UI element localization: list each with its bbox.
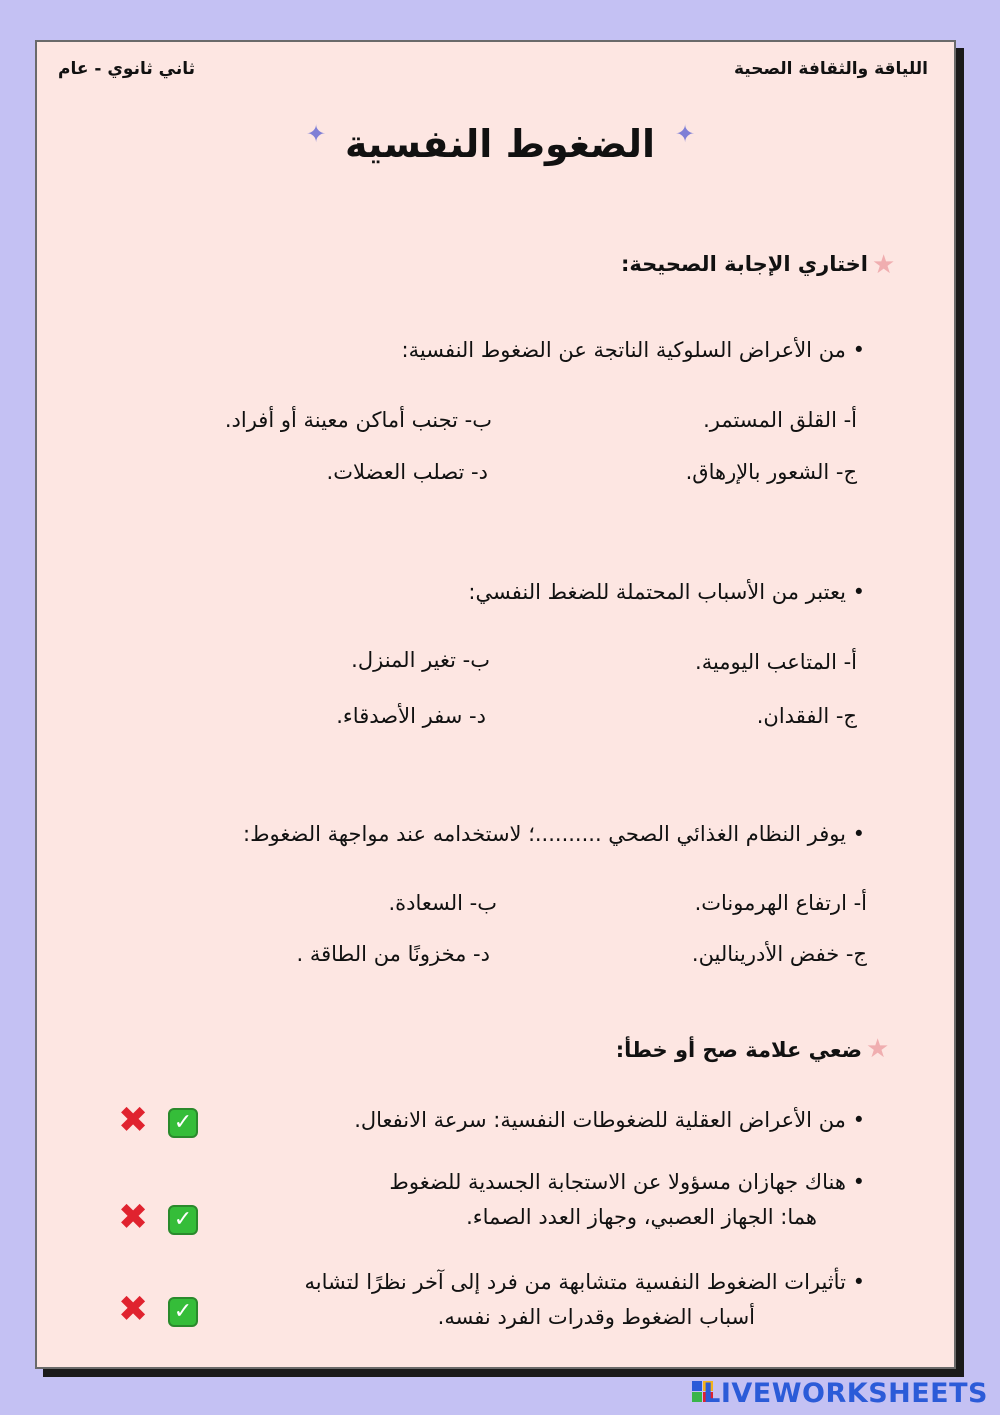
option-d[interactable]: د- مخزونًا من الطاقة . — [296, 942, 490, 966]
star-icon: ★ — [866, 1034, 890, 1064]
question-1: • من الأعراض السلوكية الناتجة عن الضغوط النفسية: — [401, 338, 865, 362]
sparkle-icon: ✦ — [675, 120, 696, 148]
subject-label: اللياقة والثقافة الصحية — [734, 59, 928, 79]
grade-label: ثاني ثانوي - عام — [58, 59, 196, 79]
section-heading-mcq: اختاري الإجابة الصحيحة: — [621, 252, 868, 276]
star-icon: ★ — [872, 250, 896, 280]
statement-2: • هناك جهازان مسؤولا عن الاستجابة الجسدية للضغوط — [389, 1170, 865, 1194]
option-c[interactable]: ج- الشعور بالإرهاق. — [685, 460, 857, 484]
true-checkbox-icon[interactable]: ✓ — [168, 1297, 198, 1327]
option-c[interactable]: ج- خفض الأدرينالين. — [691, 942, 867, 966]
false-cross-icon[interactable]: ✖ — [118, 1197, 149, 1238]
option-a[interactable]: أ- ارتفاع الهرمونات. — [694, 891, 867, 915]
option-c[interactable]: ج- الفقدان. — [756, 704, 857, 728]
option-b[interactable]: ب- السعادة. — [388, 891, 497, 915]
true-checkbox-icon[interactable]: ✓ — [168, 1205, 198, 1235]
option-a[interactable]: أ- المتاعب اليومية. — [695, 650, 857, 674]
false-cross-icon[interactable]: ✖ — [118, 1100, 149, 1141]
page-title: الضغوط النفسية — [344, 122, 656, 166]
true-checkbox-icon[interactable]: ✓ — [168, 1108, 198, 1138]
statement-3-continued: أسباب الضغوط وقدرات الفرد نفسه. — [437, 1305, 755, 1329]
false-cross-icon[interactable]: ✖ — [118, 1289, 149, 1330]
option-b[interactable]: ب- تغير المنزل. — [351, 648, 490, 672]
section-heading-truefalse: ضعي علامة صح أو خطأ: — [615, 1038, 862, 1062]
statement-1: • من الأعراض العقلية للضغوطات النفسية: سرعة الانفعال. — [354, 1108, 865, 1132]
sparkle-icon: ✦ — [306, 120, 327, 148]
statement-3: • تأثيرات الضغوط النفسية متشابهة من فرد إلى آخر نظرًا لتشابه — [304, 1270, 865, 1294]
question-2: • يعتبر من الأسباب المحتملة للضغط النفسي: — [468, 580, 865, 604]
question-3: • يوفر النظام الغذائي الصحي ..........؛ لاستخدامه عند مواجهة الضغوط: — [243, 822, 865, 846]
option-d[interactable]: د- سفر الأصدقاء. — [336, 704, 486, 728]
option-a[interactable]: أ- القلق المستمر. — [703, 408, 857, 432]
statement-2-continued: هما: الجهاز العصبي، وجهاز العدد الصماء. — [466, 1205, 817, 1229]
option-d[interactable]: د- تصلب العضلات. — [326, 460, 488, 484]
brand-wordmark: LIVEWORKSHEETS — [703, 1378, 988, 1409]
option-b[interactable]: ب- تجنب أماكن معينة أو أفراد. — [224, 408, 492, 432]
